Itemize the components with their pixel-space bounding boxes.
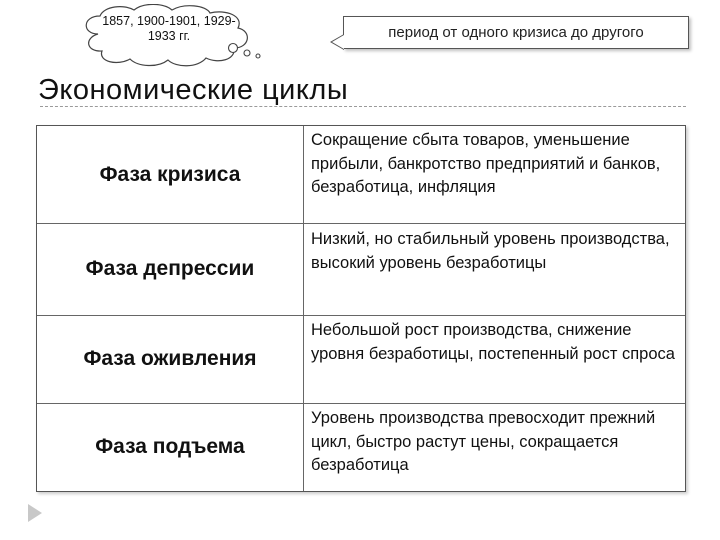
years-text: 1857, 1900-1901, 1929-1933 гг. <box>102 14 236 43</box>
phase-boom-label: Фаза подъема <box>95 435 245 458</box>
phase-depression-description: Низкий, но стабильный уровень производства, высокий уровень безработицы <box>311 230 670 272</box>
phases-table <box>36 125 686 492</box>
column-divider <box>303 126 304 491</box>
definition-callout <box>343 16 689 49</box>
title-divider <box>40 106 686 107</box>
phase-crisis-label: Фаза кризиса <box>99 162 241 186</box>
page-title: Экономические циклы <box>38 74 349 106</box>
phase-depression-label: Фаза депрессии <box>85 257 255 280</box>
callout-pointer-inner <box>332 35 344 49</box>
triangle-arrow-icon[interactable] <box>28 504 42 522</box>
years-cloud-callout <box>60 4 280 72</box>
definition-text: период от одного кризиса до другого <box>388 24 644 41</box>
phase-boom-description: Уровень производства превосходит прежний цикл, быстро растут цены, сокращается безработица <box>311 409 656 474</box>
phase-revival-label: Фаза оживления <box>83 347 257 370</box>
phase-revival-description: Небольшой рост производства, снижение уровня безработицы, постепенный рост спроса <box>311 321 675 363</box>
phase-crisis-description: Сокращение сбыта товаров, уменьшение прибыли, банкротство предприятий и банков, безработица, инфляция <box>311 131 661 196</box>
